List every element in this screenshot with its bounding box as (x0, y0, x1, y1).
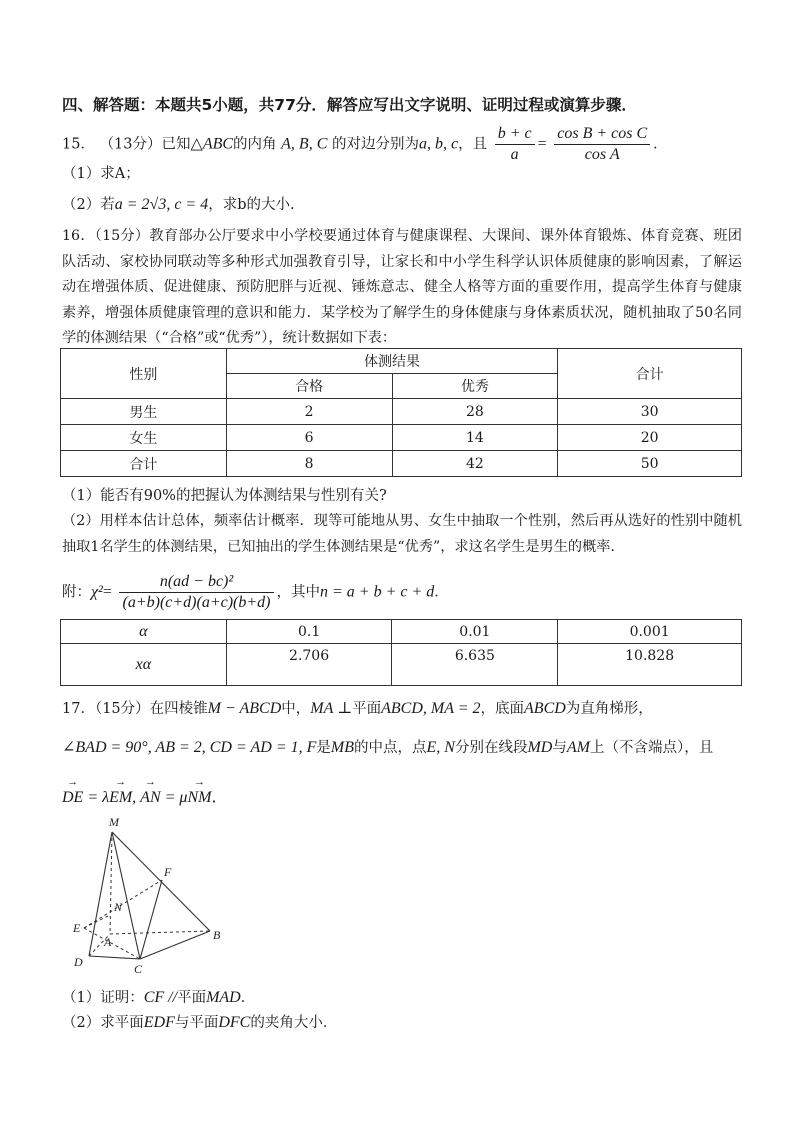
edge-DC (89, 956, 140, 959)
edge-CB (140, 931, 210, 959)
q17-math: CF // (143, 989, 178, 1006)
cell-excellent: 28 (392, 399, 558, 425)
q17-math: = μ (160, 789, 188, 806)
label-D: D (74, 955, 83, 969)
edge-AB (110, 931, 210, 934)
q16-alpha-table (60, 619, 742, 686)
q15-sides: a, b, c (418, 135, 459, 153)
critical-value: 10.828 (558, 644, 742, 686)
q17-line3 (62, 784, 227, 807)
q17-part1 (62, 986, 255, 1007)
appendix-label: 附： (62, 584, 91, 601)
q16-part1: （1）能否有90%的把握认为体测结果与性别有关? (62, 488, 387, 504)
q15-fraction-left (495, 124, 535, 165)
edge-MA (110, 832, 112, 934)
q16-appendix (62, 572, 449, 613)
q17-text: 是 (316, 740, 331, 756)
q15-period: ． (653, 136, 668, 153)
q15-score: （13分） (99, 136, 162, 153)
q17-part2 (62, 1011, 337, 1032)
q15-part2-math: a = 2√3, c = 4 (114, 196, 209, 213)
q17-text: 为直角梯形， (565, 701, 653, 717)
q17-text: （1）证明： (62, 990, 144, 1006)
q15-part2-text: （2）若 (62, 197, 115, 213)
q17-math: DFC (218, 1014, 251, 1031)
q17-math: ． (211, 789, 228, 806)
cell-total: 20 (558, 425, 742, 451)
alpha-label: α (61, 620, 227, 644)
q17-text: 上（不含端点），且 (589, 740, 714, 756)
alpha-value: 0.1 (226, 620, 392, 644)
q16-part2: （2）用样本估计总体，频率估计概率．现等可能地从男、女生中抽取一个性别，然后再从选好的性别中随机抽取1名学生的体测结果，已知抽出的学生体测结果是“优秀”，求这名学生是男生的概率． (62, 513, 742, 555)
q16-stats-table (60, 348, 742, 477)
q15-frac-left-num: b + c (495, 124, 535, 145)
q17-math: MA ⊥ (310, 700, 353, 717)
alpha-value: 0.01 (392, 620, 558, 644)
header-total: 合计 (558, 349, 742, 399)
edge-MC (112, 832, 140, 959)
formula-text: ，其中 (276, 584, 320, 601)
cell-pass: 6 (226, 425, 392, 451)
q17-text: ． (240, 990, 256, 1006)
q15-frac-right-num: cos B + cos C (554, 124, 650, 145)
row-label: 男生 (61, 399, 227, 425)
label-C: C (134, 962, 143, 976)
label-A: A (104, 935, 112, 949)
q17-math: M − ABCD (207, 700, 282, 717)
header-excellent: 优秀 (392, 374, 558, 399)
q15-frac-left-den: a (510, 146, 519, 163)
formula-period: ． (434, 584, 449, 601)
cell-excellent: 14 (392, 425, 558, 451)
vector-nm: → NM (187, 789, 211, 807)
q17-math: AM (566, 739, 590, 756)
table-row (61, 451, 742, 477)
q17-text: 中， (281, 701, 311, 717)
cell-total: 30 (558, 399, 742, 425)
q17-math: ∠BAD = 90°, AB = 2, CD = AD = 1, F (62, 739, 317, 756)
header-gender: 性别 (61, 349, 227, 399)
alpha-value: 0.001 (558, 620, 742, 644)
q15-part2-text: ，求b的大小. (208, 197, 295, 213)
cell-pass: 8 (226, 451, 392, 477)
q17-text: 的夹角大小． (250, 1015, 338, 1031)
q17-math: MAD (206, 989, 241, 1006)
q15-frac-right-den: cos A (584, 146, 620, 163)
formula-denominator: (a+b)(c+d)(a+c)(b+d) (122, 594, 271, 611)
row-label: 合计 (61, 451, 227, 477)
header-result: 体测结果 (226, 349, 558, 374)
q17-text: （2）求平面 (62, 1015, 144, 1031)
q17-text: 与 (552, 740, 567, 756)
edge-MB (112, 832, 210, 931)
label-N: N (114, 900, 123, 914)
q17-line2 (62, 736, 713, 757)
chi-square-formula (119, 572, 273, 613)
q15-text: 已知 (161, 136, 191, 153)
header-pass: 合格 (226, 374, 392, 399)
x-alpha-label: xα (61, 644, 227, 686)
q17-math: ABCD (524, 700, 566, 717)
q15-number: 15． (62, 136, 95, 153)
section-title: 四、解答题：本题共5小题，共77分．解答应写出文字说明、证明过程或演算步骤． (62, 96, 637, 114)
edge-CF (140, 880, 162, 959)
vector-em: → EM (109, 789, 132, 807)
q15-part1: （1）求A； (62, 166, 140, 182)
q17-text: 平面 (177, 990, 207, 1006)
q16-paragraph: 16．（15分）教育部办公厅要求中小学校要通过体育与健康课程、大课间、课外体育锻炼、体育竞赛、班团队活动、家校协同联动等多种形式加强教育引导，让家长和中小学生科学认识体质健康的影响因素，了解运动在增强体质、促进健康、预防肥胖与近视、锤炼意志、健全人格等方面的重要作用，提高学生体育与健康素养，增强体质健康管理的意识和能力．某学校为了解学生的身体健康与身体素质状况，随机抽取了50名同学的体测结果（“合格”或“优秀”），统计数据如下表： (62, 228, 742, 346)
q15-stem (62, 124, 668, 165)
q15-fraction-right (554, 124, 650, 165)
segment-EN (84, 915, 110, 928)
q17-math: = λ (83, 789, 110, 806)
q17-text: 平面 (352, 701, 382, 717)
q15-part2 (62, 193, 295, 214)
q17-math: MB (330, 739, 354, 756)
q17-text: 分别在线段 (454, 740, 528, 756)
formula-equals: = (102, 583, 112, 601)
critical-value: 6.635 (392, 644, 558, 686)
cell-pass: 2 (226, 399, 392, 425)
formula-n: n = a + b + c + d (320, 583, 435, 601)
q17-text: 与平面 (174, 1015, 219, 1031)
segment-EC (84, 928, 140, 959)
q17-math: , (132, 789, 141, 806)
q17-text: ，底面 (480, 701, 525, 717)
q15-text: ，且 (458, 136, 488, 153)
q17-text: 的中点，点 (354, 740, 427, 756)
critical-value: 2.706 (226, 644, 392, 686)
q17-text: 17．（15分）在四棱锥 (62, 701, 208, 717)
pyramid-figure (60, 810, 240, 980)
cell-total: 50 (558, 451, 742, 477)
row-label: 女生 (61, 425, 227, 451)
q17-math: MD (527, 739, 553, 756)
chi-square-symbol: χ² (91, 583, 103, 601)
label-M: M (109, 815, 119, 829)
q15-text: 的对边分别为 (331, 136, 419, 153)
label-E: E (73, 921, 81, 935)
cell-excellent: 42 (392, 451, 558, 477)
vector-de: → DE (62, 789, 83, 807)
label-F: F (164, 865, 172, 879)
vector-an: → AN (140, 789, 160, 807)
q17-math: E, N (426, 739, 455, 756)
table-row (61, 425, 742, 451)
q15-equals: = (537, 135, 547, 153)
formula-numerator: n(ad − bc)² (119, 572, 273, 593)
q17-math: ABCD, MA = 2 (381, 700, 481, 717)
q15-angles: A, B, C (281, 135, 328, 153)
label-B: B (213, 928, 221, 942)
q17-line1 (62, 697, 653, 718)
q15-triangle: △ABC (190, 135, 234, 153)
q15-text: 的内角 (233, 136, 277, 153)
table-row (61, 399, 742, 425)
q17-math: EDF (143, 1014, 175, 1031)
